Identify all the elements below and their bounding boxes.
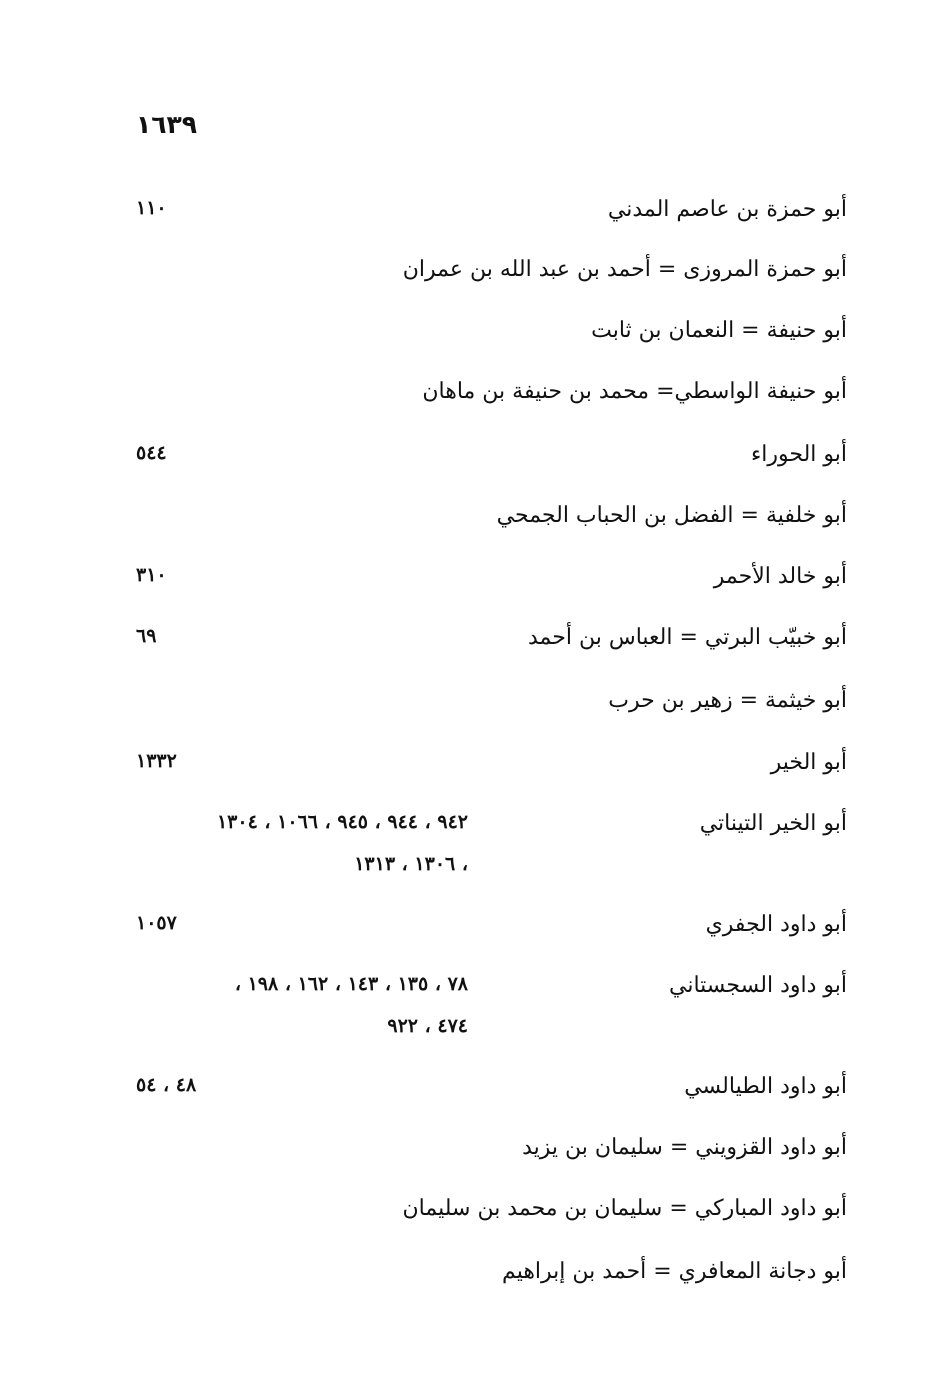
entry-name: أبو داود القزويني = سليمان بن يزيد <box>522 1135 847 1160</box>
entry-name: أبو خلفية = الفضل بن الحباب الجمحي <box>496 503 847 528</box>
entry-page-refs: ٦٩ <box>136 625 157 647</box>
entry-page-refs: ١١٠ <box>136 197 167 219</box>
entry-page-refs: ٣١٠ <box>136 564 167 586</box>
entry-page-refs-line: ٤٧٤ ، ٩٢٢ <box>387 1015 468 1037</box>
entry-page-refs: ١٠٥٧ <box>136 912 177 934</box>
entry-name: أبو داود المباركي = سليمان بن محمد بن سليمان <box>402 1196 847 1221</box>
entry-name: أبو حمزة بن عاصم المدني <box>607 197 847 222</box>
entry-name: أبو خيثمة = زهير بن حرب <box>608 688 847 713</box>
entry-name: أبو داود الطيالسي <box>684 1074 847 1099</box>
entry-name: أبو خالد الأحمر <box>713 564 847 589</box>
entry-page-refs: ١٣٣٢ <box>136 750 177 772</box>
entry-page-refs <box>136 813 468 897</box>
entry-name: أبو حنيفة = النعمان بن ثابت <box>591 318 847 343</box>
entry-page-refs: ٤٨ ، ٥٤ <box>136 1074 197 1096</box>
entry-page-refs <box>136 975 468 1059</box>
entry-name: أبو حنيفة الواسطي= محمد بن حنيفة بن ماهان <box>422 379 847 404</box>
entry-page-refs-line: ٧٨ ، ١٣٥ ، ١٤٣ ، ١٦٢ ، ١٩٨ ، <box>234 973 468 995</box>
entry-name: أبو الخير <box>770 750 847 775</box>
entry-page-refs-line: ٩٤٢ ، ٩٤٤ ، ٩٤٥ ، ١٠٦٦ ، ١٣٠٤ <box>216 811 468 833</box>
page-number: ١٦٣٩ <box>136 110 198 139</box>
entry-name: أبو الحوراء <box>750 442 847 467</box>
entry-page-refs: ٥٤٤ <box>136 442 167 464</box>
entry-name: أبو داود السجستاني <box>669 973 847 998</box>
entry-name: أبو خبيّب البرتي = العباس بن أحمد <box>528 625 847 650</box>
entry-name: أبو داود الجفري <box>705 912 847 937</box>
entry-page-refs-line: ، ١٣٠٦ ، ١٣١٣ <box>354 853 468 875</box>
entry-name: أبو دجانة المعافري = أحمد بن إبراهيم <box>502 1259 847 1284</box>
entry-name: أبو حمزة المروزى = أحمد بن عبد الله بن عمران <box>402 257 847 282</box>
entry-name: أبو الخير التيناتي <box>699 811 847 836</box>
